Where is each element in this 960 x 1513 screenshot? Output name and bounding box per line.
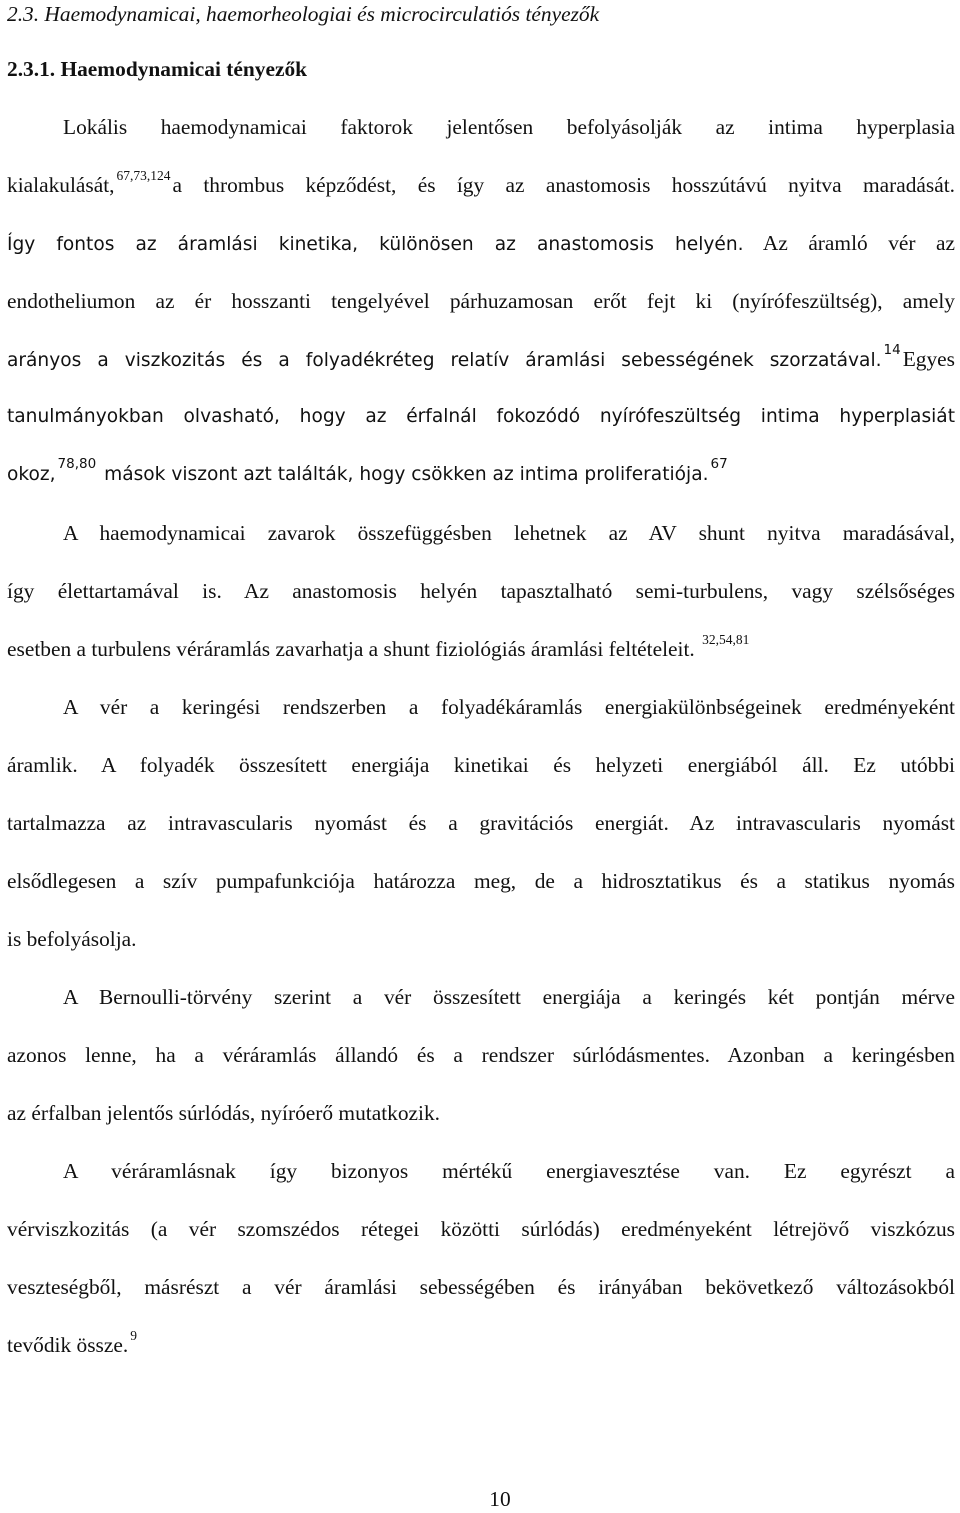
section-heading: 2.3. Haemodynamicai, haemorheologiai és microcirculatiós tényezők — [7, 2, 600, 26]
paragraph-5-line-2: vérviszkozitás (a vér szomszédos rétegei közötti súrlódás) eredményeként létrejövő viszkózus — [7, 1217, 955, 1241]
paragraph-5-line-4: tevődik össze. $^9$ — [7, 1328, 137, 1357]
citation: 14 — [883, 342, 901, 358]
paragraph-2-line-2: így élettartamával is. Az anastomosis helyén tapasztalható semi-turbulens, vagy szélsőséges — [7, 579, 956, 603]
paragraph-1-line-5: arányos a viszkozitás és a folyadékréteg relatív áramlási sebességének szorzatával. $^{14}$Egyes — [7, 342, 955, 371]
paragraph-3-line-2: áramlik. A folyadék összesített energiája kinetikai és helyzeti energiából áll. Ez utóbbi — [7, 753, 955, 777]
citation: 67,73,124 — [116, 168, 171, 183]
citation: 78,80 — [57, 456, 97, 472]
paragraph-3-line-3: tartalmazza az intravascularis nyomást és a gravitációs energiát. Az intravascularis nyomást — [7, 811, 955, 835]
paragraph-4-line-3: az érfalban jelentős súrlódás, nyíróerő mutatkozik. — [7, 1101, 441, 1125]
paragraph-5-line-3: veszteségből, másrészt a vér áramlási sebességében és irányában bekövetkező változásokból — [7, 1275, 955, 1299]
paragraph-3-line-4: elsődlegesen a szív pumpafunkciója határozza meg, de a hidrosztatikus és a statikus nyomás — [7, 869, 955, 893]
paragraph-1-line-1: Lokális haemodynamicai faktorok jelentősen befolyásolják az intima hyperplasia — [63, 115, 955, 139]
paragraph-1-line-4: endotheliumon az ér hosszanti tengelyével párhuzamosan erőt fejt ki (nyírófeszültség), amely — [7, 289, 955, 313]
paragraph-1-line-7: okoz, $^{78,80}$ mások viszont azt találták, hogy csökken az intima proliferatiója. $^{67}$ — [7, 456, 728, 485]
paragraph-1-line-3: Így fontos az áramlási kinetika, különösen az anastomosis helyén. Az áramló vér az — [7, 231, 955, 255]
paragraph-1-line-2: kialakulását, $^{67,73,124}$a thrombus képződést, és így az anastomosis hosszútávú nyitva maradását. — [7, 168, 955, 197]
paragraph-2-line-3: esetben a turbulens véráramlás zavarhatja a shunt fiziológiás áramlási feltételeit. $^{32,54,81}$ — [7, 632, 750, 661]
paragraph-4-line-1: A Bernoulli-törvény szerint a vér összesített energiája a keringés két pontján mérve — [63, 985, 955, 1009]
paragraph-3-line-5: is befolyásolja. — [7, 927, 137, 951]
paragraph-1-line-6: tanulmányokban olvasható, hogy az érfalnál fokozódó nyírófeszültség intima hyperplasiát — [7, 406, 955, 427]
citation: 32,54,81 — [702, 632, 750, 647]
page-number: 10 — [489, 1487, 511, 1511]
paragraph-2-line-1: A haemodynamicai zavarok összefüggésben lehetnek az AV shunt nyitva maradásával, — [63, 521, 955, 545]
paragraph-4-line-2: azonos lenne, ha a véráramlás állandó és a rendszer súrlódásmentes. Azonban a keringésben — [7, 1043, 955, 1067]
paragraph-3-line-1: A vér a keringési rendszerben a folyadékáramlás energiakülönbségeinek eredményeként — [63, 695, 955, 719]
citation: 67 — [710, 456, 728, 472]
paragraph-5-line-1: A véráramlásnak így bizonyos mértékű energiavesztése van. Ez egyrészt a — [63, 1159, 955, 1183]
citation: 9 — [130, 1328, 137, 1343]
subsection-heading: 2.3.1. Haemodynamicai tényezők — [7, 57, 308, 81]
